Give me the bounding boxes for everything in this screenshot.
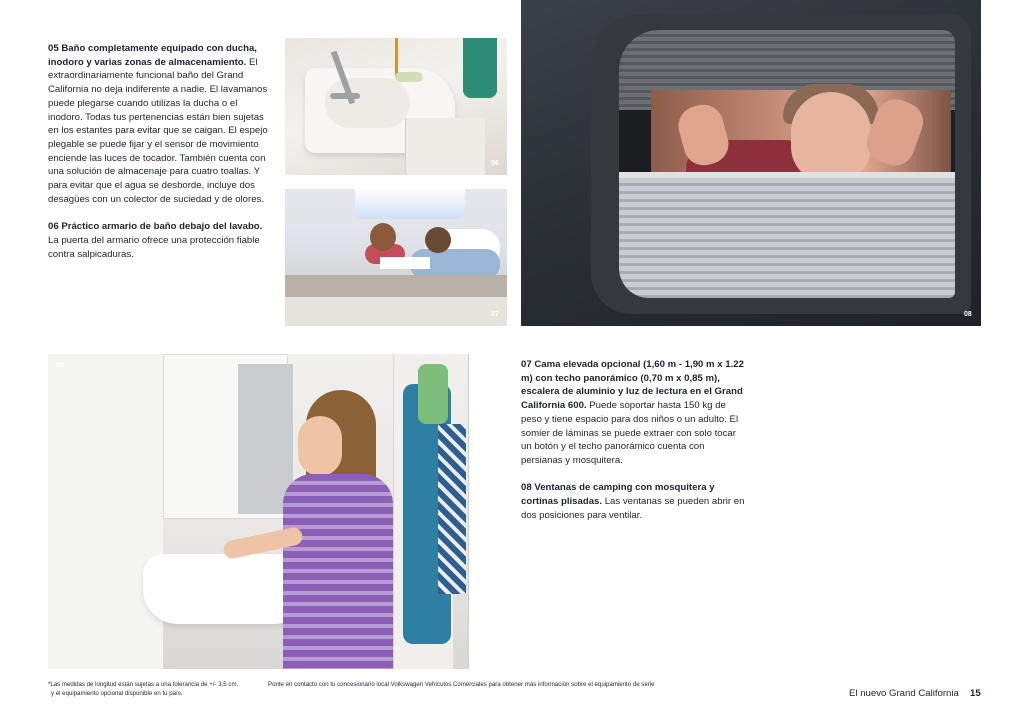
photo-number-07: 07	[491, 311, 499, 318]
cabinet	[405, 118, 485, 175]
mattress	[285, 275, 507, 297]
photo-bathroom-sink	[285, 38, 507, 175]
item-05-body: El extraordinariamente funcional baño del Grand California no deja indiferente a nadie. El lavamanos puede plegarse cuando utilizas la ducha o el inodoro. Todas tus pertenencias están bien sujetas en los estantes para evitar que se caigan. El espejo plegable se puede fijar y el sensor de movimiento enciende las luces de tocador. También cuenta con una solución de almacenaje para cuatro toallas. Y para evitar que el agua se desborde, incluye dos desagües con un colector de suciedad y de olores.	[48, 56, 268, 205]
item-08-body: Las ventanas se pueden abrir en dos posiciones para ventilar.	[521, 496, 745, 521]
item-07-heading: 07 Cama elevada opcional (1,60 m - 1,90 m x 1.22 m) con techo panorámico (0,70 m x 0,85 m), escalera de aluminio y luz de lectura en el Grand California 600.	[521, 359, 744, 412]
photo-girl-washing-hands	[48, 354, 507, 669]
photo-number-06: 06	[491, 160, 499, 167]
footnote-line-2: Ponte en contacto con tu concesionario local Volkswagen Vehículos Comerciales para obtener más información sobre el equipamiento de serie	[268, 681, 655, 688]
photo-number-11: 11	[490, 654, 498, 661]
page-number: 15	[970, 688, 981, 699]
girl-striped-dress	[283, 474, 393, 669]
item-05	[48, 42, 274, 206]
book	[380, 257, 430, 269]
soap-dish	[395, 72, 423, 82]
green-towel	[463, 38, 497, 98]
item-07-body: Puede soportar hasta 150 kg de peso y tiene espacio para dos niños o un adulto. El somier de láminas se puede extraer con solo tocar un botón y el techo panorámico cuenta con persianas y mosquitera.	[521, 400, 739, 466]
photo-number-05: 05	[56, 362, 64, 369]
woman-face	[791, 92, 871, 182]
left-text-column	[48, 42, 274, 275]
pleated-blind-bottom	[619, 178, 955, 298]
item-08-heading: 08 Ventanas de camping con mosquitera y cortinas plisadas.	[521, 482, 715, 508]
footnote-line-3: y el equipamiento opcional disponible en tu país.	[51, 690, 183, 697]
bathroom-door	[468, 354, 507, 669]
wall	[48, 354, 163, 669]
girl-face	[298, 416, 342, 476]
photo-number-08: 08	[964, 311, 972, 318]
item-06	[48, 220, 274, 261]
panoramic-skylight	[355, 189, 465, 219]
footnote	[48, 680, 748, 698]
boy-head	[425, 227, 451, 253]
item-05-heading: 05 Baño completamente equipado con ducha, inodoro y varias zonas de almacenamiento.	[48, 43, 257, 68]
bed-base	[285, 297, 507, 326]
photo-woman-at-window	[521, 0, 981, 326]
right-text-column	[521, 358, 747, 536]
patterned-towel	[438, 424, 466, 594]
basin	[325, 78, 410, 128]
document-title: El nuevo Grand California	[849, 688, 959, 699]
footnote-line-1: *Las medidas de longitud están sujetas a una tolerancia de +/- 3,5 cm.	[48, 681, 239, 688]
item-08	[521, 481, 747, 522]
green-towel	[418, 364, 448, 424]
item-06-body: La puerta del armario ofrece una protección fiable contra salpicaduras.	[48, 234, 260, 260]
tap-spout	[330, 93, 360, 99]
item-06-heading: 06 Práctico armario de baño debajo del lavabo.	[48, 221, 263, 233]
photo-kids-in-bed	[285, 189, 507, 326]
item-07	[521, 358, 747, 468]
girl-head	[370, 223, 396, 251]
